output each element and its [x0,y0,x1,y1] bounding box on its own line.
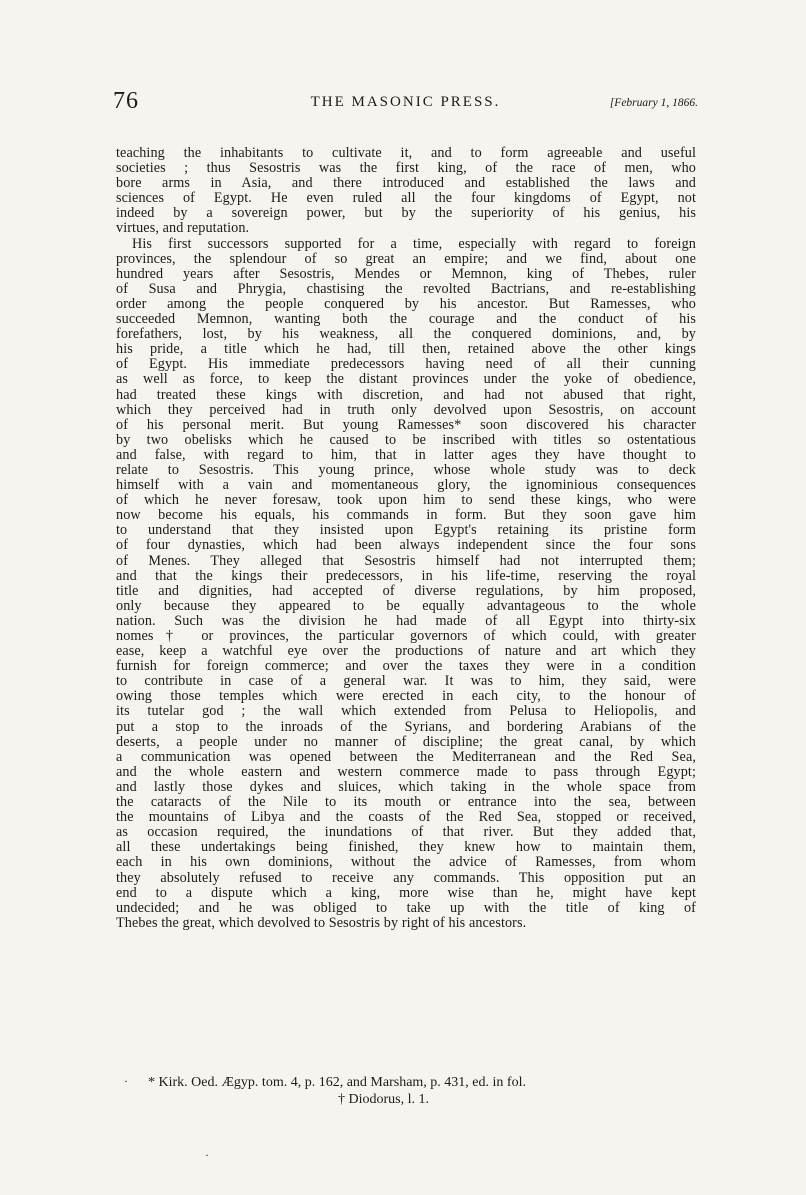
text-line: undecided; and he was obliged to take up with the title of king of [116,899,696,916]
text-line: to understand that they insisted upon Egypt's retaining its pristine form [116,522,696,539]
text-line: himself with a vain and momentaneous glory, the ignominious consequences [116,477,696,494]
text-line: the mountains of Libya and the coasts of the Red Sea, stopped or received, [116,809,696,826]
text-line: the cataracts of the Nile to its mouth or entrance into the sea, between [116,794,696,811]
text-line: and the whole eastern and western commerce made to pass through Egypt; [116,763,696,780]
text-line: end to a dispute which a king, more wise than he, might have kept [116,884,696,901]
text-line: had treated these kings with discretion, and had not abused that right, [116,386,696,403]
text-line: as occasion required, the inundations of that river. But they added that, [116,824,696,841]
text-line: of Menes. They alleged that Sesostris himself had not interrupted them; [116,552,696,569]
footnote: † Diodorus, l. 1. [338,1092,429,1107]
text-line: indeed by a sovereign power, but by the superiority of his genius, his [116,205,696,222]
paragraph [116,146,696,237]
text-line: teaching the inhabitants to cultivate it, and to form agreeable and useful [116,145,696,161]
text-line: as well as force, to keep the distant provinces under the yoke of obedience, [116,371,696,388]
text-line: of his personal merit. But young Ramesses* soon discovered his character [116,416,696,433]
text-line: each in his own dominions, without the advice of Ramesses, from whom [116,854,696,871]
text-line: ease, keep a watchful eye over the productions of nature and art which they [116,643,696,660]
text-line: virtues, and reputation. [116,220,250,237]
text-line: they absolutely refused to receive any commands. This opposition put an [116,869,696,886]
text-line: deserts, a people under no manner of discipline; the great canal, by which [116,733,696,750]
page-header [113,88,698,118]
text-line: owing those temples which were erected in each city, to the honour of [116,688,696,705]
text-line: title and dignities, had accepted of diverse regulations, by him proposed, [116,582,696,599]
text-line: his pride, a title which he had, till then, retained above the other kings [116,341,696,358]
footnotes [148,1074,668,1108]
text-line: to contribute in case of a general war. It was to him, they said, were [116,673,696,690]
text-line: only because they appeared to be equally advantageous to the whole [116,597,696,614]
text-line: His first successors supported for a time, especially with regard to foreign [132,235,696,252]
text-line: and lastly those dykes and sluices, which taking in the whole space from [116,778,696,795]
text-line: order among the people conquered by his ancestor. But Ramesses, who [116,295,696,312]
text-line: provinces, the splendour of so great an empire; and we find, about one [116,250,696,267]
stray-mark: · [205,1148,209,1162]
text-line: of four dynasties, which had been always independent since the four sons [116,537,696,554]
text-line: of Egypt. His immediate predecessors having need of all their cunning [116,356,696,373]
text-line: hundred years after Sesostris, Mendes or Memnon, king of Thebes, ruler [116,265,696,282]
text-line: by two obelisks which he caused to be inscribed with titles so ostentatious [116,431,696,448]
text-line: bore arms in Asia, and there introduced and established the laws and [116,175,696,192]
text-line: societies ; thus Sesostris was the first king, of the race of men, who [116,160,696,177]
running-title: THE MASONIC PRESS. [310,94,501,110]
text-line: nation. Such was the division he had made of all Egypt into thirty-six [116,612,696,629]
text-line: forefathers, lost, by his weakness, all the conquered dominions, and, by [116,326,696,343]
text-line: of Susa and Phrygia, chastising the revolted Bactrians, and re-establishing [116,280,696,297]
text-line: nomes† or provinces, the particular governors of which could, with greater [116,628,696,644]
text-line: Thebes the great, which devolved to Sesostris by right of his ancestors. [116,914,527,931]
text-line: relate to Sesostris. This young prince, whose whole study was to deck [116,461,696,478]
text-line: a communication was opened between the Mediterranean and the Red Sea, [116,748,696,765]
text-line: and that the kings their predecessors, in his life-time, reserving the royal [116,567,696,584]
page-number: 76 [113,88,139,114]
text-line: its tutelar god ; the wall which extended from Pelusa to Heliopolis, and [116,703,696,720]
text-line: furnish for foreign commerce; and over the taxes they were in a condition [116,658,696,675]
text-line: all these undertakings being finished, they knew how to maintain them, [116,839,696,856]
text-line: now become his equals, his commands in form. But they soon gave him [116,507,696,524]
text-line: of which he never foresaw, took upon him to send these kings, who were [116,492,696,509]
footnote: * Kirk. Oed. Ægyp. tom. 4, p. 162, and Marsham, p. 431, ed. in fol. [148,1075,526,1090]
text-line: which they perceived had in truth only devolved upon Sesostris, on account [116,401,696,418]
paragraph [116,237,696,931]
article-body [116,146,696,931]
text-line: succeeded Memnon, wanting both the courage and the conduct of his [116,311,696,328]
text-line: sciences of Egypt. He even ruled all the four kingdoms of Egypt, not [116,190,696,207]
text-line: put a stop to the inroads of the Syrians, and bordering Arabians of the [116,718,696,735]
stray-mark: · [124,1074,128,1088]
text-line: and false, with regard to him, that in latter ages they have thought to [116,446,696,463]
issue-date: [February 1, 1866. [609,97,698,109]
